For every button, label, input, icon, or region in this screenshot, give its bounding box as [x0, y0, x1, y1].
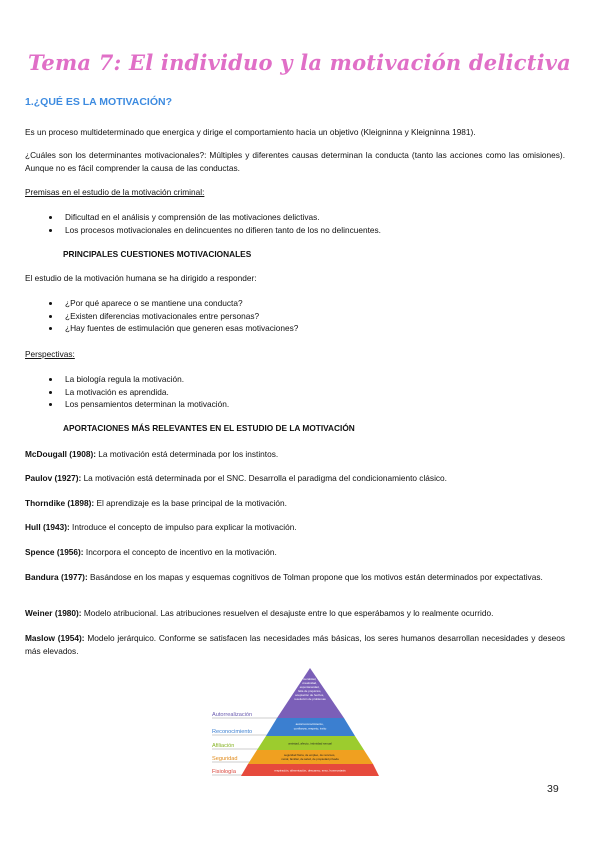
list-item: • ¿Hay fuentes de estimulación que generen esas motivaciones?: [61, 322, 561, 335]
contribution-author: Hull (1943):: [25, 522, 70, 532]
pyramid-level-text: seguridad física, de empleo, de recursos, moral, familiar, de salud, de propiedad privada: [281, 753, 339, 761]
contribution-item: [25, 448, 565, 461]
questions-list: [25, 297, 561, 335]
page-title: Tema 7: El individuo y la motivación delictiva: [28, 50, 571, 75]
contribution-text: Modelo atribucional. Las atribuciones resuelven el desajuste entre lo que esperábamos y lo realmente ocurrido.: [81, 608, 494, 618]
contribution-item: [25, 546, 565, 559]
pyramid-label: Autorrealización: [212, 712, 253, 718]
list-item: • ¿Por qué aparece o se mantiene una conducta?: [61, 297, 561, 310]
contribution-item: [25, 472, 565, 485]
premises-list: [25, 211, 561, 236]
contribution-item: [25, 521, 565, 534]
list-item: • Los pensamientos determinan la motivación.: [61, 398, 561, 411]
maslow-pyramid: [210, 666, 380, 778]
section-heading: 1.¿QUÉ ES LA MOTIVACIÓN?: [25, 96, 173, 108]
contribution-author: McDougall (1908):: [25, 449, 96, 459]
pyramid-level-text: respiración, alimentación, descanso, sexo, homeostasis: [274, 768, 346, 773]
contribution-text: Basándose en los mapas y esquemas cognitivos de Tolman propone que los motivos están determinados por expectativas.: [87, 572, 543, 582]
pyramid-level-text: moralidad, creatividad, espontaneidad, falta de prejuicios, aceptación de hechos, resolución de problemas: [294, 677, 326, 701]
pyramid-level-text: amistad, afecto, intimidad sexual: [288, 741, 332, 746]
pyramid-label: Reconocimiento: [212, 729, 253, 735]
pyramid-label: Fisiología: [212, 769, 236, 775]
contribution-author: Bandura (1977):: [25, 572, 88, 582]
contribution-item: [25, 571, 565, 584]
list-item: • La motivación es aprendida.: [61, 386, 561, 399]
contribution-text: Introduce el concepto de impulso para explicar la motivación.: [69, 522, 297, 532]
contribution-text: Modelo jerárquico. Conforme se satisfacen las necesidades más básicas, los seres humanos desarrollan necesidades y deseos más elevados.: [25, 633, 565, 656]
contribution-text: La motivación está determinada por los instintos.: [96, 449, 279, 459]
pyramid-label: Afiliación: [212, 743, 235, 749]
contribution-author: Thorndike (1898):: [25, 498, 95, 508]
list-item: • Dificultad en el análisis y comprensión de las motivaciones delictivas.: [61, 211, 561, 224]
contribution-author: Weiner (1980):: [25, 608, 82, 618]
contribution-author: Paulov (1927):: [25, 473, 82, 483]
contribution-item: [25, 607, 565, 620]
list-item: • Los procesos motivacionales en delincuentes no difieren tanto de los no delincuentes.: [61, 224, 561, 237]
list-item: • ¿Existen diferencias motivacionales entre personas?: [61, 310, 561, 323]
contribution-text: El aprendizaje es la base principal de la motivación.: [94, 498, 287, 508]
perspectives-list: [25, 373, 561, 411]
contribution-text: La motivación está determinada por el SNC. Desarrolla el paradigma del condicionamiento clásico.: [81, 473, 447, 483]
definition-paragraph: Es un proceso multideterminado que energica y dirige el comportamiento hacia un objetivo (Kleigninna y Kleigninna 1981).: [25, 127, 476, 137]
page-number: 39: [547, 783, 559, 795]
contribution-author: Maslow (1954):: [25, 633, 85, 643]
contribution-item: [25, 632, 565, 657]
premises-heading: Premisas en el estudio de la motivación criminal:: [25, 187, 205, 197]
perspectives-heading: Perspectivas:: [25, 349, 75, 359]
questions-heading: PRINCIPALES CUESTIONES MOTIVACIONALES: [63, 249, 252, 259]
pyramid-label: Seguridad: [212, 756, 238, 762]
contribution-text: Incorpora el concepto de incentivo en la motivación.: [83, 547, 277, 557]
questions-intro: El estudio de la motivación humana se ha dirigido a responder:: [25, 273, 257, 283]
determinants-paragraph: ¿Cuáles son los determinantes motivacionales?: Múltiples y diferentes causas determinan la conducta (tanto las acciones como las omisiones). Aunque no es fácil comprender la causa de las conductas.: [25, 150, 565, 173]
contribution-item: [25, 497, 565, 510]
pyramid-level-text: autorreconocimiento, confianza, respeto, éxito: [293, 722, 327, 731]
contribution-author: Spence (1956):: [25, 547, 84, 557]
contributions-heading: APORTACIONES MÁS RELEVANTES EN EL ESTUDIO DE LA MOTIVACIÓN: [63, 423, 355, 433]
list-item: • La biología regula la motivación.: [61, 373, 561, 386]
